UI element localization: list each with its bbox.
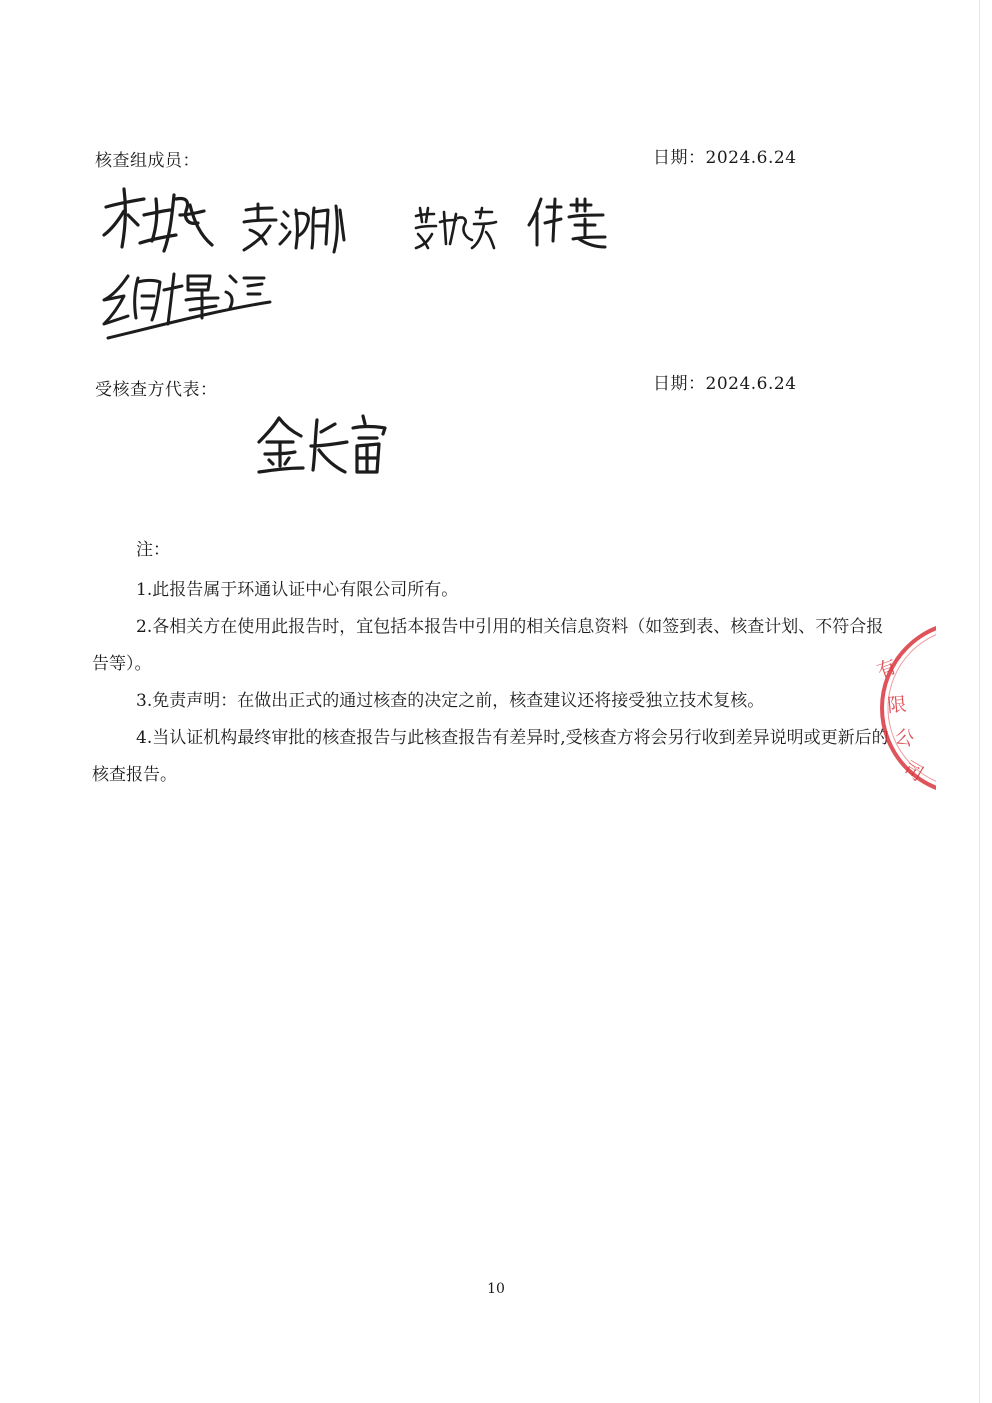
- svg-text:限: 限: [886, 693, 908, 717]
- inspection-team-label: 核查组成员：: [95, 151, 200, 171]
- svg-text:有: 有: [874, 655, 900, 683]
- signature-team-member-5: [98, 266, 276, 346]
- signature-representative: [255, 412, 397, 480]
- audited-party-label: 受核查方代表：: [95, 380, 218, 400]
- audited-party-date: 日期：2024.6.24: [653, 374, 797, 394]
- svg-text:公: 公: [892, 725, 917, 751]
- inspection-team-date: 日期：2024.6.24: [653, 148, 797, 168]
- notes-section: [92, 536, 892, 794]
- note-item-4: 4.当认证机构最终审批的核查报告与此核查报告有差异时,受核查方将会另行收到差异说明或更新后的核查报告。: [92, 728, 889, 785]
- signature-team-member-3: [412, 204, 498, 252]
- signature-team-member-1: [100, 185, 218, 255]
- svg-text:司: 司: [899, 757, 927, 786]
- note-item-2: 2.各相关方在使用此报告时，宜包括本报告中引用的相关信息资料（如签到表、核查计划、不符合报告等）。: [92, 617, 884, 674]
- signature-team-member-4: [525, 195, 609, 251]
- page-number: 10: [487, 1281, 505, 1297]
- company-seal-stamp: [846, 618, 936, 798]
- signature-team-member-2: [240, 200, 348, 256]
- note-item-3: 3.免责声明：在做出正式的通过核查的决定之前，核查建议还将接受独立技术复核。: [136, 691, 765, 711]
- notes-title: 注：: [136, 540, 170, 560]
- page-edge-line: [979, 0, 980, 1403]
- note-item-1: 1.此报告属于环通认证中心有限公司所有。: [136, 580, 459, 600]
